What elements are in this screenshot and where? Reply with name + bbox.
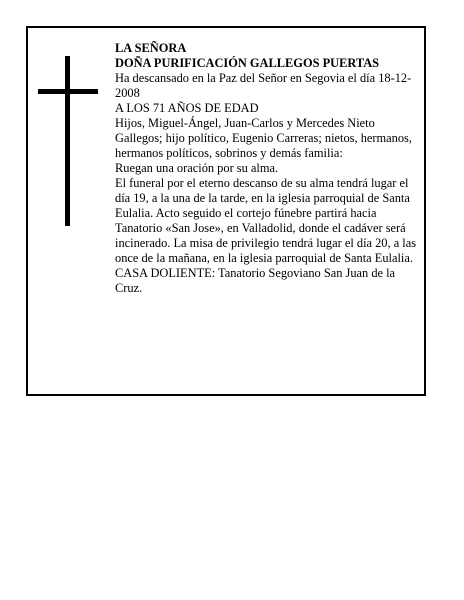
cross-vertical-bar <box>65 56 70 226</box>
deceased-name: DOÑA PURIFICACIÓN GALLEGOS PUERTAS <box>115 56 380 70</box>
funeral-details: El funeral por el eterno descanso de su alma tendrá lugar el día 19, a la una de la tarde, en la iglesia parroquial de Santa Eulalia. Acto seguido el cortejo fúnebre partirá hacia Tanatorio «San Jose», en Valladolid, donde el cadáver será incinerado. La misa de privilegio tendrá lugar el día 20, a las once de la mañana, en la iglesia parroquial de Santa Eulalia. <box>115 176 417 265</box>
cross-icon <box>38 56 98 226</box>
death-statement: Ha descansado en la Paz del Señor en Segovia el día 18-12-2008 <box>115 71 412 100</box>
cross-horizontal-bar <box>38 89 98 94</box>
honorific: LA SEÑORA <box>115 41 187 55</box>
mourning-house: CASA DOLIENTE: Tanatorio Segoviano San Juan de la Cruz. <box>115 266 396 295</box>
obituary-text <box>115 41 423 296</box>
family-list: Hijos, Miguel-Ángel, Juan-Carlos y Mercedes Nieto Gallegos; hijo político, Eugenio Carreras; nietos, hermanos, hermanos políticos, sobrinos y demás familia: <box>115 116 412 160</box>
age-statement: A LOS 71 AÑOS DE EDAD <box>115 101 259 115</box>
prayer-request: Ruegan una oración por su alma. <box>115 161 279 175</box>
obituary-notice <box>26 26 426 396</box>
